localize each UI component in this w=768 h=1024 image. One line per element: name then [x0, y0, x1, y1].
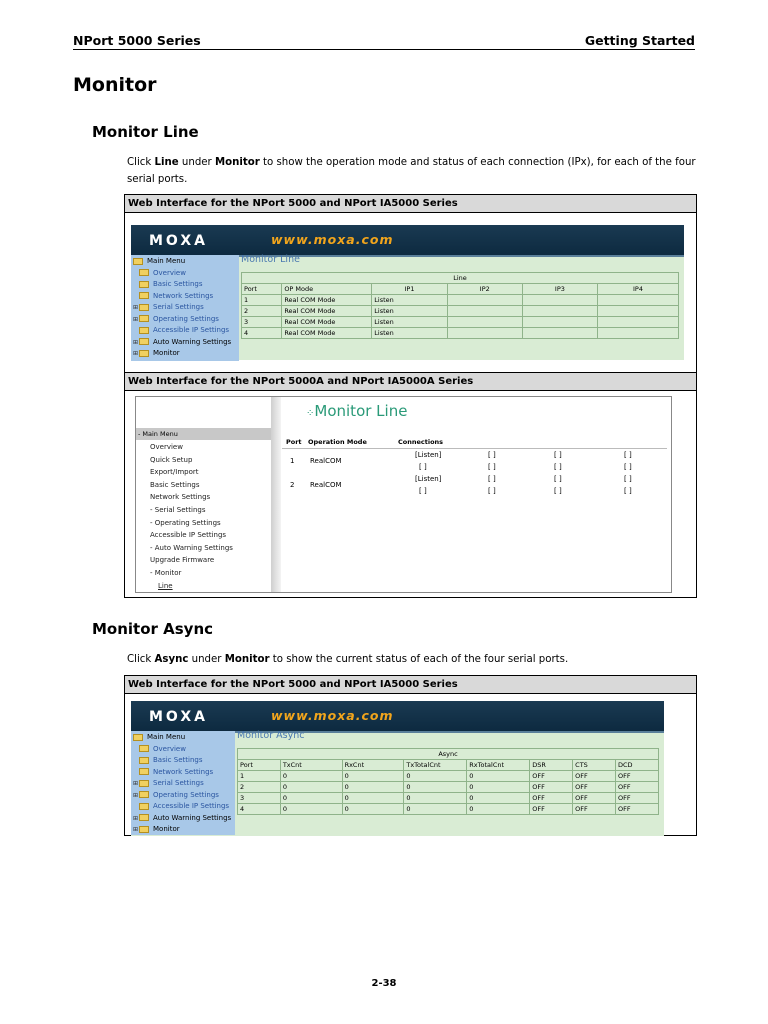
connection-cell: [ ]	[488, 463, 496, 471]
main-menu	[131, 255, 239, 361]
table-cell: OFF	[573, 782, 616, 793]
folder-icon	[133, 258, 143, 265]
table-cell: OFF	[530, 804, 573, 815]
moxa-url[interactable]: www.moxa.com	[271, 708, 394, 723]
nport-a-menu-item[interactable]: Accessible IP Settings	[150, 531, 227, 540]
moxa-banner	[131, 225, 684, 257]
table-cell: 0	[467, 793, 530, 804]
menu-item[interactable]	[131, 256, 239, 268]
connection-cell: [ ]	[488, 451, 496, 459]
panel-title: Monitor Line	[241, 254, 300, 265]
line-table	[241, 272, 679, 339]
moxa-banner	[131, 701, 664, 733]
column-header: OP Mode	[282, 284, 372, 295]
table-row	[242, 295, 679, 306]
column-header: CTS	[573, 760, 616, 771]
header-series: NPort 5000 Series	[73, 33, 201, 48]
table-cell	[522, 306, 597, 317]
connection-cell: [ ]	[624, 475, 632, 483]
table-cell: Real COM Mode	[282, 317, 372, 328]
expand-icon[interactable]: ⊞	[133, 780, 139, 787]
table-row	[238, 793, 659, 804]
section-heading-async: Monitor Async	[92, 620, 214, 638]
nport-a-menu-item[interactable]: Network Settings	[150, 493, 211, 502]
nport-a-menu-header[interactable]: - Main Menu	[136, 428, 271, 440]
moxa-async-screenshot	[131, 701, 664, 836]
menu-item[interactable]	[131, 325, 239, 337]
nport-a-menu-item[interactable]: - Operating Settings	[150, 518, 221, 527]
connection-cell: [ ]	[554, 463, 562, 471]
moxa-logo: MOXA	[149, 709, 208, 725]
table-cell	[597, 306, 678, 317]
figure-line	[124, 194, 697, 598]
column-header: IP1	[372, 284, 447, 295]
nport-a-menu-item[interactable]: - Auto Warning Settings	[150, 543, 233, 552]
table-row	[242, 306, 679, 317]
table-row	[242, 328, 679, 339]
menu-item[interactable]	[131, 348, 239, 360]
table-cell: OFF	[573, 793, 616, 804]
figure-async	[124, 675, 697, 836]
folder-icon	[139, 757, 149, 764]
menu-item[interactable]	[131, 744, 235, 756]
table-cell: 0	[404, 782, 467, 793]
connection-cell: [ ]	[624, 463, 632, 471]
table-cell: OFF	[530, 793, 573, 804]
connection-cell: [ ]	[488, 475, 496, 483]
table-cell: 0	[404, 771, 467, 782]
async-panel	[237, 730, 662, 815]
connection-cell: [ ]	[554, 487, 562, 495]
table-cell: 4	[238, 804, 281, 815]
table-cell	[597, 328, 678, 339]
table-cell: Listen	[372, 306, 447, 317]
table-row	[238, 804, 659, 815]
column-header: Port	[238, 760, 281, 771]
table-cell: 1	[242, 295, 282, 306]
table-cell	[522, 317, 597, 328]
table-cell: 0	[404, 804, 467, 815]
folder-icon	[139, 826, 149, 833]
menu-item-label: Auto Warning Settings	[153, 337, 232, 346]
nport-a-menu-item[interactable]: Line	[158, 581, 173, 590]
expand-icon[interactable]: ⊞	[133, 315, 139, 323]
nport-a-sidebar	[136, 397, 271, 592]
folder-icon	[139, 745, 149, 752]
menu-item-label: Accessible IP Settings	[153, 326, 230, 334]
connection-cell: [ ]	[419, 463, 427, 471]
folder-icon	[139, 269, 149, 276]
table-cell	[522, 328, 597, 339]
menu-item-label: Overview	[153, 744, 186, 753]
table-cell: 0	[342, 771, 404, 782]
table-cell: Listen	[372, 317, 447, 328]
group-header: Line	[242, 273, 679, 284]
connection-cell: [ ]	[624, 451, 632, 459]
table-cell: Real COM Mode	[282, 295, 372, 306]
menu-item-label: Network Settings	[153, 767, 214, 776]
connection-cell: [ ]	[554, 475, 562, 483]
table-cell: Real COM Mode	[282, 306, 372, 317]
menu-item-label: Serial Settings	[153, 779, 204, 787]
table-cell: OFF	[615, 793, 658, 804]
menu-item[interactable]	[131, 732, 235, 744]
table-cell: 0	[280, 771, 342, 782]
header-rule	[282, 448, 667, 449]
menu-item-label: Basic Settings	[153, 756, 203, 764]
header-row	[242, 284, 679, 295]
page-number: 2-38	[371, 978, 397, 989]
nport-a-menu-item[interactable]: Overview	[150, 443, 183, 451]
column-header: IP3	[522, 284, 597, 295]
group-row	[238, 749, 659, 760]
moxa-logo: MOXA	[149, 233, 208, 249]
folder-icon	[139, 350, 149, 357]
table-cell: 0	[342, 793, 404, 804]
section-heading-line: Monitor Line	[92, 123, 199, 141]
table-cell: 2	[242, 306, 282, 317]
table-cell: Listen	[372, 295, 447, 306]
menu-item-label: Monitor	[153, 349, 180, 357]
table-cell: OFF	[573, 804, 616, 815]
table-cell: 0	[467, 771, 530, 782]
table-cell: OFF	[573, 771, 616, 782]
nport-a-menu-item[interactable]: Basic Settings	[150, 480, 200, 489]
table-cell: 0	[280, 793, 342, 804]
table-cell	[447, 328, 522, 339]
folder-icon	[139, 327, 149, 334]
menu-item-label: Main Menu	[147, 257, 186, 265]
expand-icon[interactable]: ⊞	[133, 304, 139, 311]
table-cell: OFF	[530, 771, 573, 782]
menu-item[interactable]	[131, 813, 235, 825]
table-cell: 0	[467, 782, 530, 793]
folder-icon	[139, 768, 149, 775]
table-cell	[597, 295, 678, 306]
expand-icon[interactable]: ⊞	[133, 350, 139, 357]
connection-cell: [ ]	[488, 487, 496, 495]
async-table	[237, 748, 659, 815]
nport-a-menu-item[interactable]: - Serial Settings	[150, 506, 206, 514]
page-title: Monitor	[73, 74, 157, 96]
header-chapter: Getting Started	[584, 33, 695, 48]
folder-icon	[139, 791, 149, 798]
menu-item[interactable]	[131, 291, 239, 303]
menu-item[interactable]	[131, 314, 239, 326]
expand-icon[interactable]: ⊞	[133, 826, 139, 833]
bullet-icon: ⁘	[306, 408, 315, 419]
menu-item-label: Operating Settings	[153, 314, 219, 323]
nport-a-menu-item[interactable]: Quick Setup	[150, 455, 193, 464]
group-row	[242, 273, 679, 284]
folder-icon	[139, 780, 149, 787]
table-cell: Listen	[372, 328, 447, 339]
table-cell: 2	[238, 782, 281, 793]
table-cell: 3	[242, 317, 282, 328]
menu-item-label: Serial Settings	[153, 303, 204, 311]
table-cell	[597, 317, 678, 328]
figure-caption: Web Interface for the NPort 5000 and NPort IA5000 Series	[125, 195, 696, 213]
expand-icon[interactable]: ⊞	[133, 791, 139, 799]
menu-item[interactable]	[131, 790, 235, 802]
group-header: Async	[238, 749, 659, 760]
expand-icon[interactable]: ⊞	[133, 814, 139, 822]
table-cell: 0	[280, 804, 342, 815]
folder-icon	[139, 814, 149, 821]
table-row	[238, 782, 659, 793]
table-cell: 0	[342, 804, 404, 815]
column-header: IP2	[447, 284, 522, 295]
column-header: RxCnt	[342, 760, 404, 771]
async-paragraph: Click Async under Monitor to show the current status of each of the four serial ports.	[127, 654, 569, 665]
menu-item[interactable]	[131, 337, 239, 349]
col-connections: Connections	[398, 438, 444, 446]
folder-icon	[139, 304, 149, 311]
menu-item-label: Basic Settings	[153, 280, 203, 288]
table-cell: Real COM Mode	[282, 328, 372, 339]
menu-item[interactable]	[131, 801, 235, 813]
menu-item-label: Overview	[153, 268, 186, 277]
connection-cell: [Listen]	[415, 475, 442, 483]
table-cell: 0	[280, 782, 342, 793]
menu-item[interactable]	[131, 767, 235, 779]
menu-item-label: Operating Settings	[153, 790, 219, 799]
nport-a-menu-item[interactable]: Upgrade Firmware	[150, 556, 215, 565]
col-port: Port	[286, 438, 302, 446]
connection-cell: [Listen]	[415, 451, 442, 459]
table-cell: 3	[238, 793, 281, 804]
menu-item-label: Main Menu	[147, 733, 186, 741]
port-cell: 1	[290, 457, 295, 465]
table-cell: 4	[242, 328, 282, 339]
table-row	[242, 317, 679, 328]
menu-item-label: Accessible IP Settings	[153, 802, 230, 810]
menu-item-label: Auto Warning Settings	[153, 813, 232, 822]
table-cell	[522, 295, 597, 306]
header-row	[238, 760, 659, 771]
figure-caption: Web Interface for the NPort 5000 and NPort IA5000 Series	[125, 676, 696, 694]
table-cell	[447, 295, 522, 306]
menu-item[interactable]	[131, 824, 235, 836]
nport-a-title: ⁘Monitor Line	[306, 402, 408, 420]
menu-item[interactable]	[131, 268, 239, 280]
mode-cell: RealCOM	[310, 481, 342, 489]
col-mode: Operation Mode	[308, 438, 367, 446]
table-cell: OFF	[530, 782, 573, 793]
moxa-line-screenshot	[131, 225, 684, 360]
folder-icon	[139, 281, 149, 288]
column-header: TxTotalCnt	[404, 760, 467, 771]
header-rule	[73, 49, 695, 50]
folder-icon	[139, 338, 149, 345]
connection-cell: [ ]	[554, 451, 562, 459]
main-menu	[131, 731, 235, 835]
folder-icon	[133, 734, 143, 741]
table-cell: 0	[467, 804, 530, 815]
line-paragraph: Click Line under Monitor to show the operation mode and status of each connection (IPx), for each of the four serial ports.	[127, 157, 696, 185]
table-row	[238, 771, 659, 782]
connection-cell: [ ]	[624, 487, 632, 495]
table-cell: OFF	[615, 782, 658, 793]
nport-a-screenshot	[135, 396, 672, 593]
menu-item[interactable]	[131, 778, 235, 790]
port-cell: 2	[290, 481, 295, 489]
menu-item-label: Network Settings	[153, 291, 214, 300]
nport-a-menu-item[interactable]: - Monitor	[150, 569, 182, 577]
column-header: DCD	[615, 760, 658, 771]
menu-item[interactable]	[131, 279, 239, 291]
table-cell: 0	[342, 782, 404, 793]
column-header: RxTotalCnt	[467, 760, 530, 771]
column-header: TxCnt	[280, 760, 342, 771]
menu-item[interactable]	[131, 755, 235, 767]
table-cell: OFF	[615, 771, 658, 782]
column-header: Port	[242, 284, 282, 295]
menu-item-label: Monitor	[153, 825, 180, 833]
column-header: DSR	[530, 760, 573, 771]
table-cell: 1	[238, 771, 281, 782]
menu-item[interactable]	[131, 302, 239, 314]
folder-icon	[139, 315, 149, 322]
figure-caption: Web Interface for the NPort 5000A and NPort IA5000A Series	[125, 372, 696, 391]
folder-icon	[139, 803, 149, 810]
expand-icon[interactable]: ⊞	[133, 338, 139, 346]
table-cell: 0	[404, 793, 467, 804]
folder-icon	[139, 292, 149, 299]
nport-a-menu-item[interactable]: Export/Import	[150, 468, 199, 477]
mode-cell: RealCOM	[310, 457, 342, 465]
panel-title: Monitor Async	[237, 730, 305, 741]
connection-cell: [ ]	[419, 487, 427, 495]
table-cell	[447, 306, 522, 317]
sidebar-divider	[271, 397, 281, 592]
table-cell	[447, 317, 522, 328]
moxa-url[interactable]: www.moxa.com	[271, 232, 394, 247]
table-cell: OFF	[615, 804, 658, 815]
column-header: IP4	[597, 284, 678, 295]
line-panel	[241, 254, 681, 339]
